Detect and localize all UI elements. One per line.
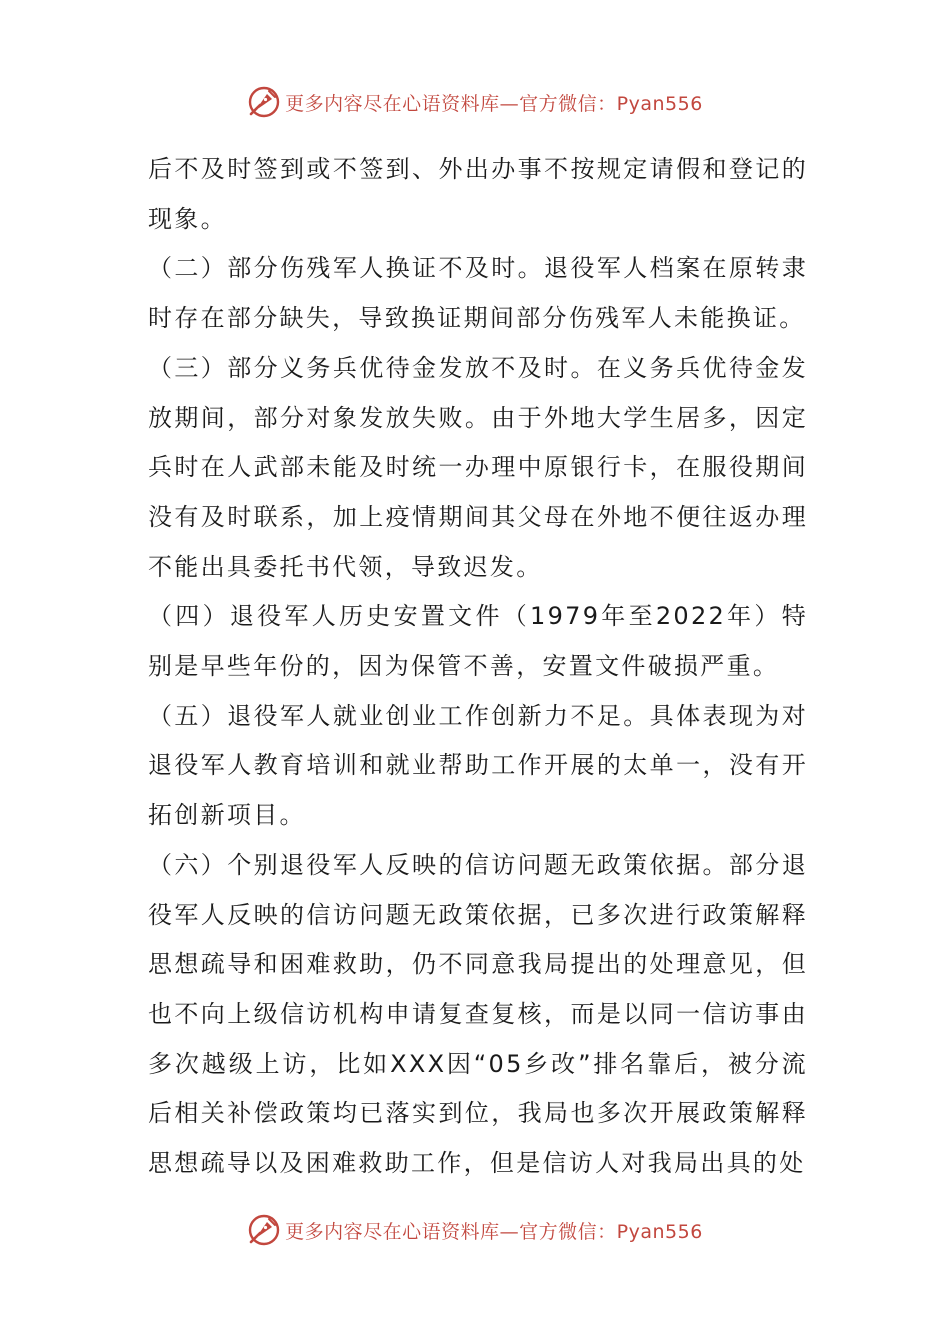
paragraph-item-6: （六）个别退役军人反映的信访问题无政策依据。部分退役军人反映的信访问题无政策依据，已多次进行政策解释思想疏导和困难救助，仍不同意我局提出的处理意见，但也不向上级信访机构申请复查复核，而是以同一信访事由多次越级上访，比如XXX因“05乡改”排名靠后，被分流后相关补偿政策均已落实到位，我局也多次开展政策解释思想疏导以及困难救助工作，但是信访人对我局出具的处	[148, 850, 808, 1178]
paragraph-item-3: （三）部分义务兵优待金发放不及时。在义务兵优待金发放期间，部分对象发放失败。由于外地大学生居多，因定兵时在人武部未能及时统一办理中原银行卡，在服役期间没有及时联系，加上疫情期间其父母在外地不便往返办理不能出具委托书代领，导致迟发。	[148, 353, 808, 581]
watermark-wechat-id: Pyan556	[616, 92, 703, 115]
watermark-text: 更多内容尽在心语资料库—官方微信：Pyan556	[285, 92, 703, 115]
paragraph-item-2: （二）部分伤残军人换证不及时。退役军人档案在原转隶时存在部分缺失，导致换证期间部分伤残军人未能换证。	[148, 254, 808, 333]
paragraph-item-5: （五）退役军人就业创业工作创新力不足。具体表现为对退役军人教育培训和就业帮助工作开展的太单一，没有开拓创新项目。	[148, 701, 808, 830]
pen-nib-logo-icon	[247, 85, 281, 119]
paragraph-continued: 后不及时签到或不签到、外出办事不按规定请假和登记的现象。	[148, 155, 808, 233]
pen-nib-logo-icon	[247, 1213, 281, 1247]
watermark-text: 更多内容尽在心语资料库—官方微信：Pyan556	[285, 1220, 703, 1243]
document-body	[148, 145, 808, 1189]
watermark-wechat-id: Pyan556	[616, 1220, 703, 1243]
paragraph-item-4: （四）退役军人历史安置文件（1979年至2022年）特别是早些年份的，因为保管不善，安置文件破损严重。	[148, 602, 808, 681]
footer-watermark	[0, 1210, 950, 1250]
header-watermark	[0, 82, 950, 122]
